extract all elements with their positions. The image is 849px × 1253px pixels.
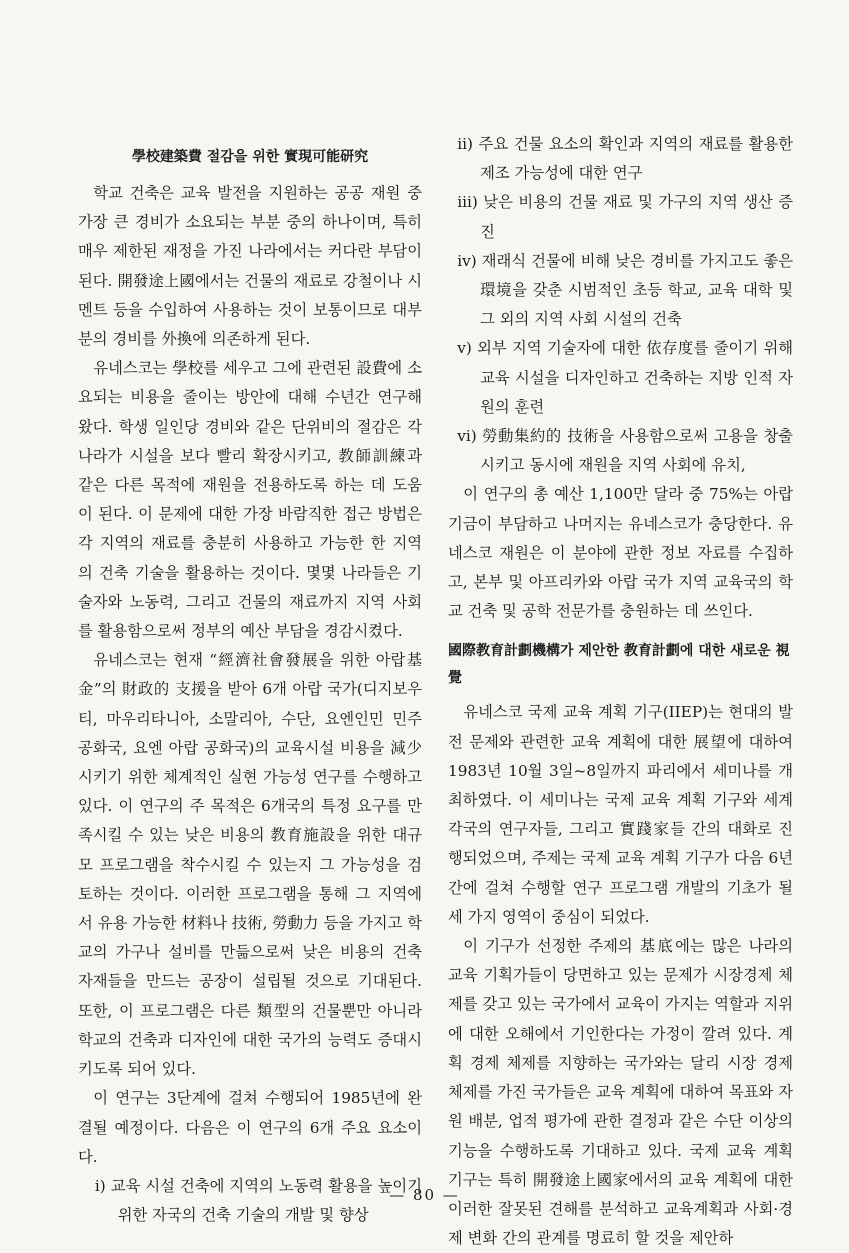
paragraph: 학교 건축은 교육 발전을 지원하는 공공 재원 중 가장 큰 경비가 소요되는 부분 중의 하나이며, 특히 매우 제한된 재정을 가진 나라에서는 커다란 부담이 된다. 開發途上國에서는 건물의 재료로 강철이나 시멘트 등을 수입하여 사용하는 것이 보통이므로 대부분의 경비를 外換에 의존하게 된다. [78,184,422,349]
paragraph: 유네스코 국제 교육 계획 기구(IIEP)는 현대의 발전 문제와 관련한 교육 계획에 대한 展望에 대하여 1983년 10월 3일~8일까지 파리에서 세미나를 개최하였다. 이 세미나는 국제 교육 계획 기구와 세계 각국의 연구자들, 그리고 實踐家들 간의 대화로 진행되었으며, 주제는 국제 교육 계획 기구가 다음 6년간에 걸쳐 수행할 연구 프로그램 개발의 기초가 될 세 가지 영역이 중심이 되었다. [448,703,793,926]
paragraph: 유네스코는 현재 “經濟社會發展을 위한 아랍基金”의 財政的 支援을 받아 6개 아랍 국가(디지보우티, 마우리타니아, 소말리아, 수단, 요엔인민 민주 공화국, 요엔 아랍 공화국)의 교육시설 비용을 減少시키기 위한 체계적인 실현 가능성 연구를 수행하고 있다. 이 연구의 주 목적은 6개국의 특정 요구를 만족시킬 수 있는 낮은 비용의 教育施設을 위한 대규모 프로그램을 착수시킬 수 있는지 그 가능성을 검토하는 것이다. 이러한 프로그램을 통해 그 지역에서 유용 가능한 材料나 技術, 勞動力 등을 가지고 학교의 가구나 설비를 만듦으로써 낮은 비용의 건축 자재들을 만드는 공장이 설립될 것으로 기대된다. 또한, 이 프로그램은 다른 類型의 건물뿐만 아니라 학교의 건축과 디자인에 대한 국가의 능력도 증대시키도록 되어 있다. [78,651,422,1079]
list-item: iv) 재래식 건물에 비해 낮은 경비를 가지고도 좋은 環境을 갖춘 시범적인 초등 학교, 교육 대학 및 그 외의 지역 사회 시설의 건축 [457,251,793,329]
list-item: ii) 주요 건물 요소의 확인과 지역의 재료를 활용한 제조 가능성에 대한 연구 [457,135,793,183]
paragraph: 이 연구는 3단계에 걸쳐 수행되어 1985년에 완결될 예정이다. 다음은 이 연구의 6개 주요 요소이다. [78,1089,422,1166]
right-column [448,130,793,1253]
section-heading-school-building: 學校建築費 절감을 위한 實現可能研究 [131,149,369,165]
list-item: v) 외부 지역 기술자에 대한 依存度를 줄이기 위해 교육 시설을 디자인하고 건축하는 지방 인적 자원의 훈련 [457,339,793,416]
section-heading-iiep: 國際教育計劃機構가 제안한 教育計劃에 대한 새로운 視覺 [448,643,790,687]
paragraph: 유네스코는 學校를 세우고 그에 관련된 設費에 소요되는 비용을 줄이는 방안에 대해 수년간 연구해 왔다. 학생 일인당 경비와 같은 단위비의 절감은 각 나라가 시설을 보다 빨리 확장시키고, 教師訓練과 같은 다른 목적에 재원을 전용하도록 하는 데 도움이 된다. 이 문제에 대한 가장 바람직한 접근 방법은 각 지역의 재료를 충분히 사용하고 가능한 한 지역의 건축 기술을 활용하는 것이다. 몇몇 나라들은 기술자와 노동력, 그리고 건물의 재료까지 지역 사회를 활용함으로써 정부의 예산 부담을 경감시켰다. [78,359,422,641]
left-column [78,130,422,1230]
paragraph: 이 기구가 선정한 주제의 基底에는 많은 나라의 교육 기획가들이 당면하고 있는 문제가 시장경제 체제를 갖고 있는 국가에서 교육이 가지는 역할과 지위에 대한 오해에서 기인한다는 가정이 깔려 있다. 계획 경제 체제를 지향하는 국가와는 달리 시장 경제 체제를 가진 국가들은 교육 계획에 대하여 목표와 자원 배분, 업적 평가에 관한 결정과 같은 수단 이상의 기능을 수행하도록 기대하고 있다. 국제 교육 계획 기구는 특히 開發途上國家에서의 교육 계획에 대한 이러한 잘못된 견해를 분석하고 교육계획과 사회·경제 변화 간의 관계를 명료히 할 것을 제안하 [448,937,793,1248]
list-item: i) 교육 시설 건축에 지역의 노동력 활용을 높이기 위한 자국의 건축 기술의 개발 및 향상 [94,1176,422,1225]
list-item: iii) 낮은 비용의 건물 재료 및 가구의 지역 생산 증진 [457,193,793,241]
paragraph: 이 연구의 총 예산 1,100만 달라 중 75%는 아랍 기금이 부담하고 나머지는 유네스코가 충당한다. 유네스코 재원은 이 분야에 관한 정보 자료를 수집하고, 본부 및 아프리카와 아랍 국가 지역 교육국의 학교 건축 및 공학 전문가를 충원하는 데 쓰인다. [448,485,793,621]
list-item: vi) 勞動集約的 技術을 사용함으로써 고용을 창출시키고 동시에 재원을 지역 사회에 유치, [457,427,793,475]
page-number: — 80 — [389,1186,460,1204]
